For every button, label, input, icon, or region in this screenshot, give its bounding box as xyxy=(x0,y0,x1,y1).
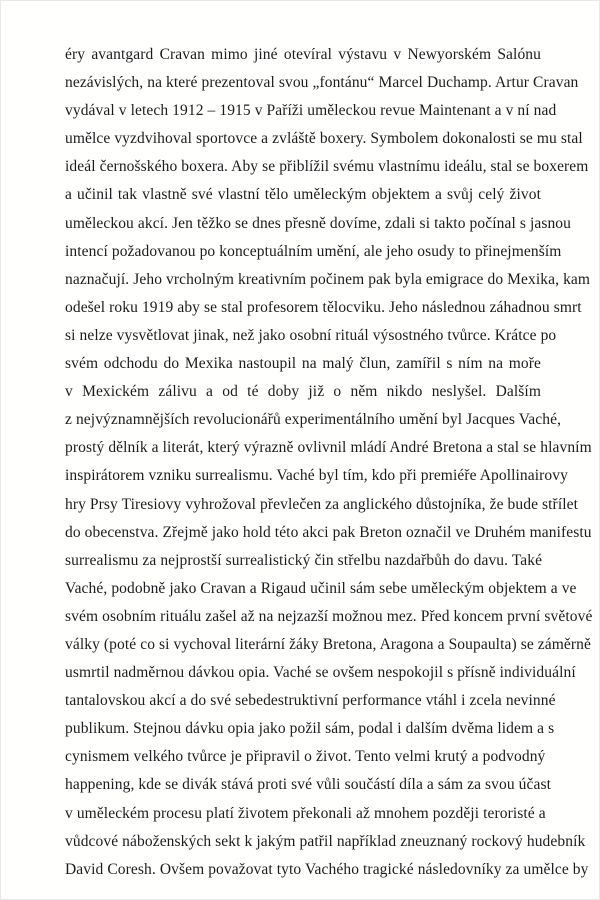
text-line: ideál černošského boxera. Aby se přiblížil svému vlastnímu ideálu, stal se boxerem xyxy=(65,158,589,176)
text-line: uměleckou akcí. Jen těžko se dnes přesně dovíme, zdali si takto počínal s jasnou xyxy=(65,214,572,232)
text-line: války (poté co si vychoval literární žáky Bretona, Aragona a Soupaulta) se záměrně xyxy=(65,635,591,653)
text-line: prostý dělník a literát, který výrazně ovlivnil mládí André Bretona a stal se hlavním xyxy=(65,439,592,457)
text-line: vůdcové náboženských sekt k jakým patřil například zneuznaný rockový hudebník xyxy=(65,832,586,850)
text-line: Vaché, podobně jako Cravan a Rigaud učinil sám sebe uměleckým objektem a ve xyxy=(65,579,577,597)
text-line: v Mexickém zálivu a od té doby již o něm nikdo neslyšel. Dalším xyxy=(65,383,541,401)
text-line: nezávislých, na které prezentoval svou „fontánu“ Marcel Duchamp. Artur Cravan xyxy=(65,74,579,92)
text-line: inspirátorem vzniku surrealismu. Vaché byl tím, kdo při premiéře Apollinairovy xyxy=(65,467,568,485)
text-line: vydával v letech 1912 – 1915 v Paříži uměleckou revue Maintenant a v ní nad xyxy=(65,102,557,120)
text-line: odešel roku 1919 aby se stal profesorem tělocviku. Jeho následnou záhadnou smrt xyxy=(65,298,582,316)
text-line: v uměleckém procesu platí životem překonali až mnohem později teroristé a xyxy=(65,804,546,822)
text-line: usmrtil nadměrnou dávkou opia. Vaché se ovšem nespokojil s přísně individuální xyxy=(65,664,576,682)
text-line: si nelze vysvětlovat jinak, než jako osobní rituál výsostného tvůrce. Krátce po xyxy=(65,326,557,344)
text-line: svém odchodu do Mexika nastoupil na malý člun, zamířil s ním na moře xyxy=(65,355,541,373)
text-line: tantalovskou akcí a do své sebedestruktivní performance vtáhl i zcela nevinné xyxy=(65,692,556,710)
text-line: z nejvýznamnějších revolucionářů experimentálního umění byl Jacques Vaché, xyxy=(65,411,562,429)
text-line: happening, kde se divák stává proti své vůli součástí díla a sám za svou účast xyxy=(65,776,552,794)
text-line: cynismem velkého tvůrce je připravil o život. Tento velmi krutý a podvodný xyxy=(65,748,546,766)
text-line: intencí požadovanou po konceptuálním umění, ale jeho osudy to přinejmenším xyxy=(65,242,562,260)
text-line: éry avantgard Cravan mimo jiné otevíral výstavu v Newyorském Salónu xyxy=(65,46,541,63)
text-line: naznačují. Jeho vrcholným kreativním počinem pak byla emigrace do Mexika, kam xyxy=(65,270,591,288)
text-line: surrealismu za nejprostší surrealistický čin střelbu nazdařbůh do davu. Také xyxy=(65,551,543,569)
text-line: svém osobním rituálu zašel až na nejzazší možnou mez. Před koncem první světové xyxy=(65,607,593,625)
text-line: David Coresh. Ovšem považovat tyto Vachého tragické následovníky za umělce by xyxy=(65,860,589,878)
text-line: a učinil tak vlastně své vlastní tělo uměleckým objektem a svůj celý život xyxy=(65,186,541,204)
text-line: hry Prsy Tiresiovy vyhrožoval převlečen za anglického důstojníka, že bude střílet xyxy=(65,495,579,513)
text-line: publikum. Stejnou dávku opia jako požil sám, podal i dalším dvěma lidem a s xyxy=(65,720,555,738)
text-line: umělce vyzdvihoval sportovce a zvláště boxery. Symbolem dokonalosti se mu stal xyxy=(65,130,583,148)
text-line: do obecenstva. Zřejmě jako hold této akci pak Breton označil ve Druhém manifestu xyxy=(65,523,592,541)
